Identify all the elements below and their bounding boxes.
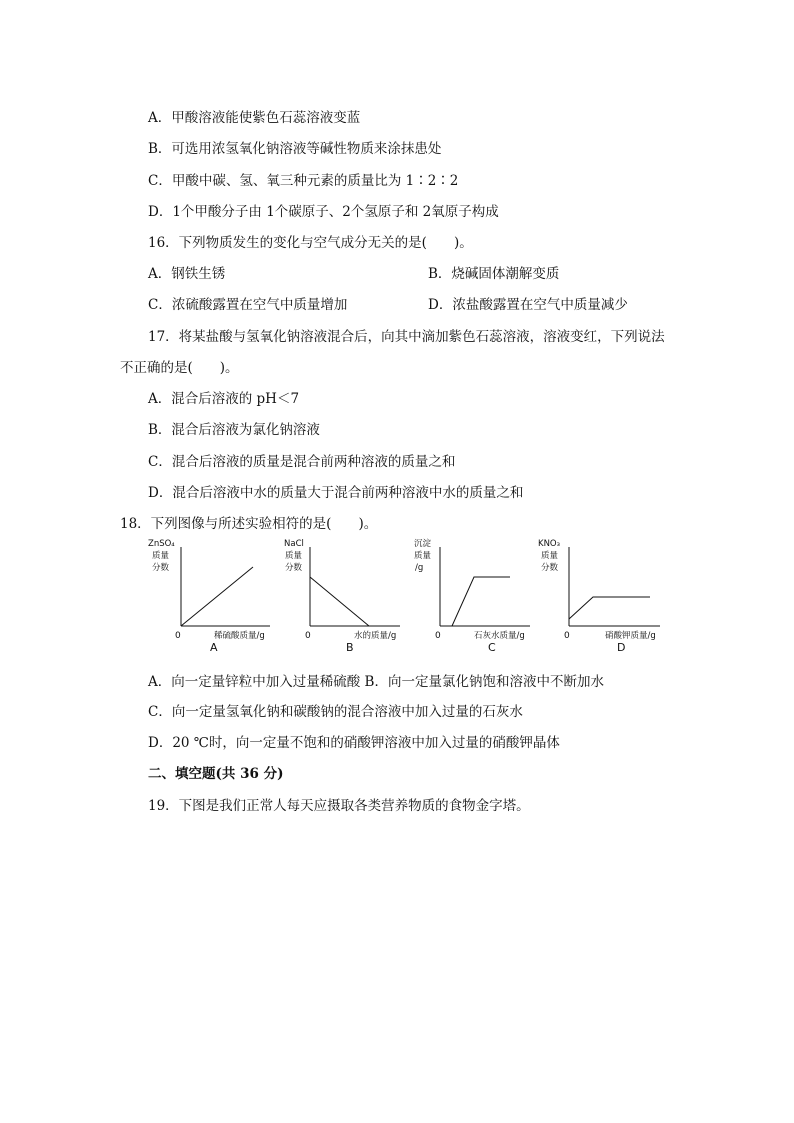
graph-a-ylabel-1: ZnSO₄	[148, 539, 175, 549]
graph-a-origin: 0	[175, 631, 181, 641]
graph-a-xlabel: 稀硫酸质量/g	[214, 631, 265, 641]
graph-c-ylabel-1: 沉淀	[414, 539, 432, 549]
q15-option-a: A．甲酸溶液能使紫色石蕊溶液变蓝	[148, 110, 361, 126]
graph-d	[538, 539, 660, 654]
graph-c-ylabel-3: /g	[415, 563, 424, 573]
graph-a-ylabel-3: 分数	[152, 563, 170, 573]
q17-option-c: C．混合后溶液的质量是混合前两种溶液的质量之和	[148, 454, 456, 470]
q17-stem-line2: 不正确的是( )。	[120, 360, 239, 376]
q16-option-c: C．浓硫酸露置在空气中质量增加	[148, 297, 348, 313]
graph-a-ylabel-2: 质量	[152, 551, 170, 561]
graph-c-xlabel: 石灰水质量/g	[474, 631, 525, 641]
section-title: 二、填空题(共 36 分)	[148, 766, 284, 782]
q16-stem: 16．下列物质发生的变化与空气成分无关的是( )。	[148, 235, 473, 251]
graph-d-xlabel: 硝酸钾质量/g	[605, 631, 656, 641]
graph-d-letter: D	[617, 641, 626, 654]
graph-b-ylabel-2: 质量	[285, 551, 303, 561]
graph-c-curve	[452, 577, 510, 626]
graph-d-curve	[569, 597, 650, 619]
q15-option-b: B．可选用浓氢氧化钠溶液等碱性物质来涂抹患处	[148, 141, 442, 157]
q17-option-d: D．混合后溶液中水的质量大于混合前两种溶液中水的质量之和	[148, 485, 524, 501]
q15-option-c: C．甲酸中碳、氢、氧三种元素的质量比为 1∶2∶2	[148, 173, 459, 189]
graph-c-origin: 0	[435, 631, 441, 641]
q17-stem-line1: 17．将某盐酸与氢氧化钠溶液混合后，向其中滴加紫色石蕊溶液，溶液变红，下列说法	[148, 329, 665, 345]
q17-option-a: A．混合后溶液的 pH＜7	[148, 391, 300, 407]
q16-option-d: D．浓盐酸露置在空气中质量减少	[428, 297, 628, 313]
graph-c	[414, 538, 530, 654]
q18-option-d: D．20 ℃时，向一定量不饱和的硝酸钾溶液中加入过量的硝酸钾晶体	[148, 735, 560, 751]
graph-d-ylabel-1: KNO₃	[538, 539, 561, 549]
graph-b-ylabel-1: NaCl	[284, 539, 304, 549]
graph-c-ylabel-2: 质量	[414, 551, 432, 561]
q18-graphs	[0, 535, 794, 660]
graph-d-ylabel-3: 分数	[541, 563, 559, 573]
graph-b-curve	[310, 577, 369, 626]
q19-stem: 19．下图是我们正常人每天应摄取各类营养物质的食物金字塔。	[148, 798, 530, 814]
q16-option-b: B．烧碱固体潮解变质	[428, 266, 560, 282]
q18-stem: 18．下列图像与所述实验相符的是( )。	[120, 516, 378, 532]
q18-option-c: C．向一定量氢氧化钠和碳酸钠的混合溶液中加入过量的石灰水	[148, 704, 523, 720]
graph-a	[148, 539, 270, 654]
graph-b-ylabel-3: 分数	[285, 563, 303, 573]
q16-option-a: A．钢铁生锈	[148, 266, 226, 282]
graph-a-letter: A	[210, 641, 218, 654]
q15-option-d: D．1个甲酸分子由 1个碳原子、2个氢原子和 2氧原子构成	[148, 204, 499, 220]
graph-d-ylabel-2: 质量	[541, 551, 559, 561]
graph-a-curve	[181, 567, 253, 626]
graph-b-origin: 0	[305, 631, 311, 641]
graph-d-origin: 0	[564, 631, 570, 641]
graph-b	[284, 539, 400, 654]
q17-option-b: B．混合后溶液为氯化钠溶液	[148, 422, 320, 438]
q18-option-ab: A．向一定量锌粒中加入过量稀硫酸 B．向一定量氯化钠饱和溶液中不断加水	[148, 674, 604, 690]
graph-b-letter: B	[346, 641, 354, 654]
graph-b-xlabel: 水的质量/g	[354, 631, 397, 641]
graph-c-letter: C	[488, 641, 496, 654]
